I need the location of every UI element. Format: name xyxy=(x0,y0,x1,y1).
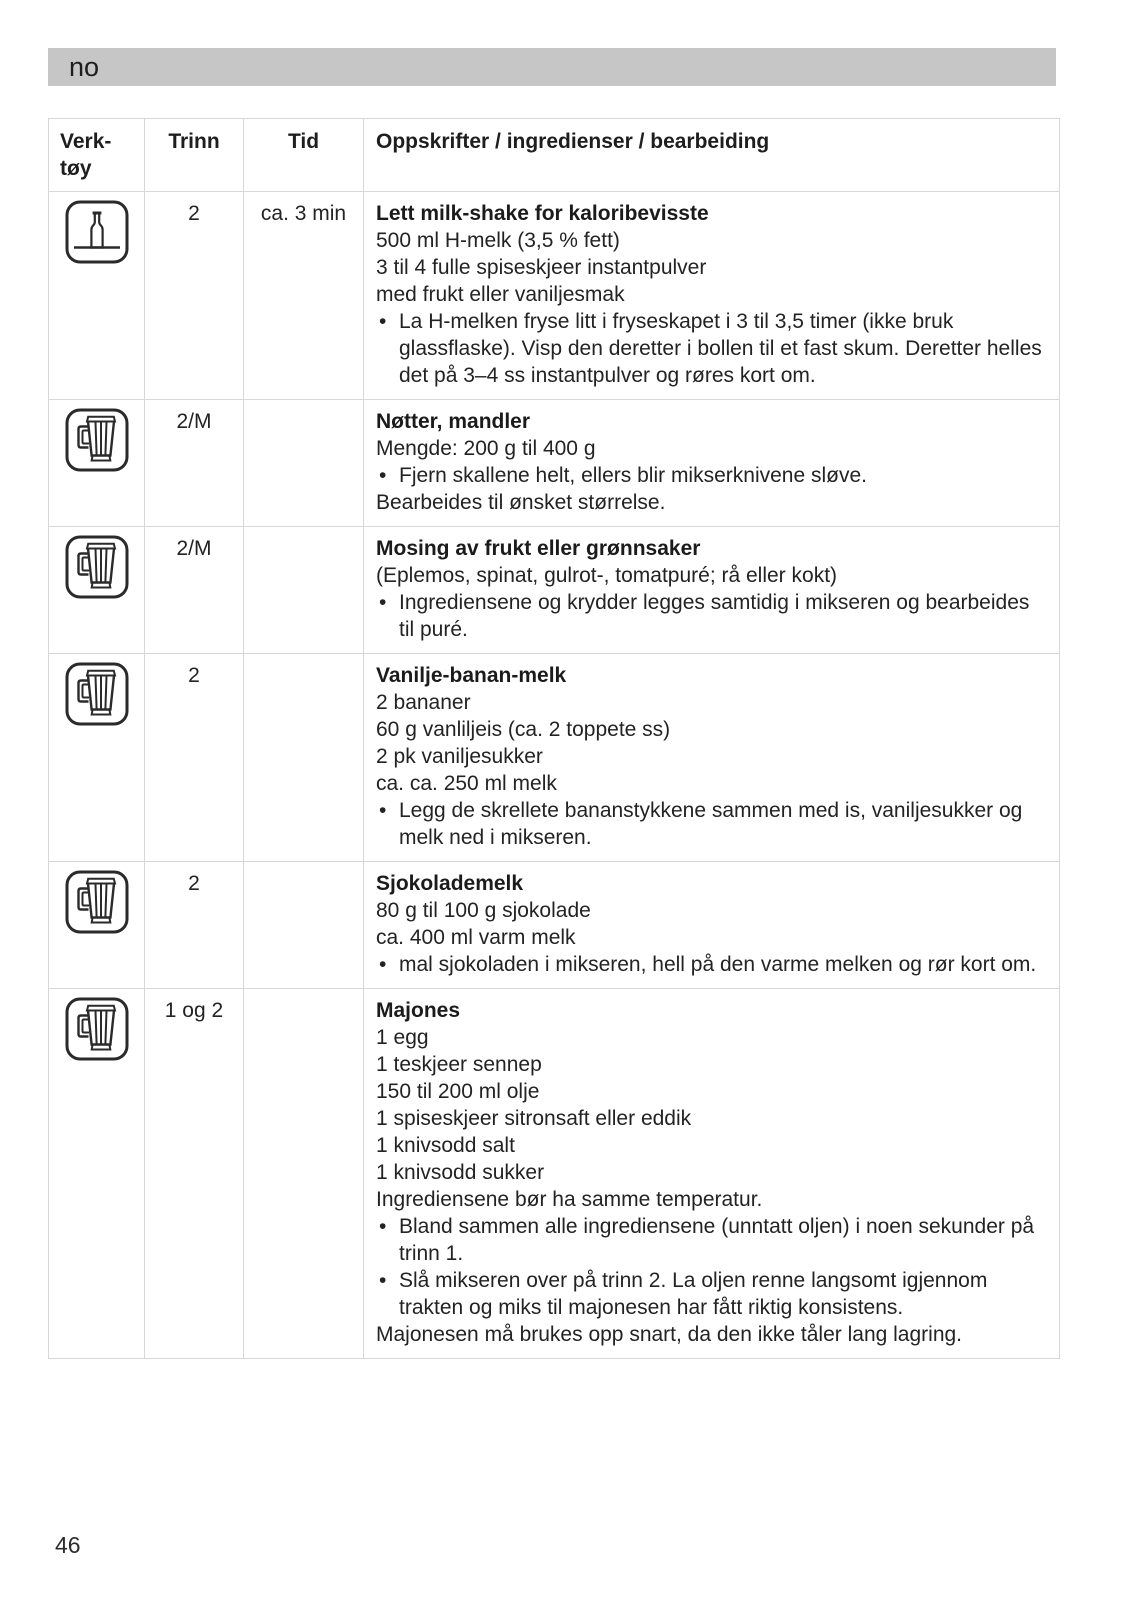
trinn-cell: 2 xyxy=(145,654,244,862)
recipe-line: 2 bananer xyxy=(376,691,471,714)
bullet-marker: • xyxy=(379,799,387,822)
recipe-title: Mosing av frukt eller grønnsaker xyxy=(376,537,701,560)
tid-cell xyxy=(244,989,364,1359)
recipe-line: 1 knivsodd salt xyxy=(376,1134,515,1157)
language-label: no xyxy=(69,51,100,82)
tool-cell xyxy=(49,862,145,989)
recipe-cell xyxy=(364,400,1060,527)
recipe-line: Mengde: 200 g til 400 g xyxy=(376,437,596,460)
trinn-cell: 2 xyxy=(145,192,244,400)
tool-cell xyxy=(49,400,145,527)
recipe-line: 150 til 200 ml olje xyxy=(376,1080,540,1103)
tool-cell xyxy=(49,654,145,862)
recipe-line: 1 teskjeer sennep xyxy=(376,1053,542,1076)
recipe-line: (Eplemos, spinat, gulrot-, tomatpuré; rå eller kokt) xyxy=(376,564,838,587)
bullet-item xyxy=(376,951,1047,978)
recipe-line: 3 til 4 fulle spiseskjeer instantpulver xyxy=(376,256,707,279)
blender-jar-icon xyxy=(65,535,129,599)
bullet-marker: • xyxy=(379,1269,387,1292)
col-header-trinn: Trinn xyxy=(145,119,244,192)
bullet-text: Bland sammen alle ingrediensene (unntatt oljen) i noen sekunder på trinn 1. xyxy=(399,1215,1035,1265)
recipe-cell xyxy=(364,862,1060,989)
table-row xyxy=(49,192,1060,400)
recipe-cell xyxy=(364,192,1060,400)
table-row xyxy=(49,989,1060,1359)
bullet-item xyxy=(376,797,1047,851)
table-header-row xyxy=(49,119,1060,192)
table-row xyxy=(49,400,1060,527)
recipe-line: 1 knivsodd sukker xyxy=(376,1161,545,1184)
recipe-title: Vanilje-banan-melk xyxy=(376,664,567,687)
tool-cell xyxy=(49,192,145,400)
bullet-marker: • xyxy=(379,591,387,614)
recipe-title: Nøtter, mandler xyxy=(376,410,531,433)
recipe-title: Majones xyxy=(376,999,461,1022)
blender-jar-icon xyxy=(65,662,129,726)
trinn-cell: 2/M xyxy=(145,527,244,654)
blender-jar-icon xyxy=(65,997,129,1061)
trinn-cell: 1 og 2 xyxy=(145,989,244,1359)
tid-cell xyxy=(244,400,364,527)
bullet-text: mal sjokoladen i mikseren, hell på den varme melken og rør kort om. xyxy=(399,953,1037,976)
recipe-line: Ingrediensene bør ha samme temperatur. xyxy=(376,1188,763,1211)
recipe-line: ca. 400 ml varm melk xyxy=(376,926,576,949)
blender-jar-icon xyxy=(65,408,129,472)
table-row xyxy=(49,654,1060,862)
bullet-text: Ingrediensene og krydder legges samtidig i mikseren og bearbeides til puré. xyxy=(399,591,1030,641)
recipe-cell xyxy=(364,654,1060,862)
col-header-tool: Verk-tøy xyxy=(49,119,145,192)
bullet-marker: • xyxy=(379,464,387,487)
tid-cell: ca. 3 min xyxy=(244,192,364,400)
tid-cell xyxy=(244,862,364,989)
recipe-line: 2 pk vaniljesukker xyxy=(376,745,543,768)
recipe-line: 80 g til 100 g sjokolade xyxy=(376,899,591,922)
recipe-line: ca. ca. 250 ml melk xyxy=(376,772,557,795)
recipe-cell xyxy=(364,527,1060,654)
bullet-text: Slå mikseren over på trinn 2. La oljen renne langsomt igjennom trakten og miks til majonesen har fått riktig konsistens. xyxy=(399,1269,988,1319)
page-number: 46 xyxy=(55,1532,81,1558)
recipe-line: Majonesen må brukes opp snart, da den ikke tåler lang lagring. xyxy=(376,1323,963,1346)
bullet-item xyxy=(376,1267,1047,1321)
tool-cell xyxy=(49,989,145,1359)
bullet-text: Legg de skrellete bananstykkene sammen med is, vaniljesukker og melk ned i mikseren. xyxy=(399,799,1023,849)
trinn-cell: 2 xyxy=(145,862,244,989)
col-header-recipe: Oppskrifter / ingredienser / bearbeiding xyxy=(364,119,1060,192)
tool-cell xyxy=(49,527,145,654)
recipe-title: Sjokolademelk xyxy=(376,872,524,895)
tid-cell xyxy=(244,654,364,862)
recipe-line: Bearbeides til ønsket størrelse. xyxy=(376,491,666,514)
recipes-table xyxy=(48,118,1060,1359)
bullet-item xyxy=(376,1213,1047,1267)
bullet-text: La H-melken fryse litt i fryseskapet i 3 til 3,5 timer (ikke bruk glassflaske). Visp den deretter i bollen til et fast skum. Deretter helles det på 3–4 ss instantpulver og røres kort om. xyxy=(399,310,1042,387)
recipe-line: 1 egg xyxy=(376,1026,429,1049)
bullet-text: Fjern skallene helt, ellers blir mikserknivene sløve. xyxy=(399,464,867,487)
bullet-marker: • xyxy=(379,953,387,976)
bottle-on-stand-icon xyxy=(65,200,129,264)
recipe-line: med frukt eller vaniljesmak xyxy=(376,283,625,306)
recipe-line: 500 ml H-melk (3,5 % fett) xyxy=(376,229,620,252)
blender-jar-icon xyxy=(65,870,129,934)
bullet-item xyxy=(376,308,1047,389)
bullet-item xyxy=(376,589,1047,643)
col-header-tid: Tid xyxy=(244,119,364,192)
bullet-item xyxy=(376,462,1047,489)
table-row xyxy=(49,527,1060,654)
tid-cell xyxy=(244,527,364,654)
table-row xyxy=(49,862,1060,989)
recipe-line: 1 spiseskjeer sitronsaft eller eddik xyxy=(376,1107,692,1130)
recipe-line: 60 g vanliljeis (ca. 2 toppete ss) xyxy=(376,718,671,741)
recipe-title: Lett milk-shake for kaloribevisste xyxy=(376,202,709,225)
language-bar xyxy=(48,48,1056,86)
bullet-marker: • xyxy=(379,310,387,333)
bullet-marker: • xyxy=(379,1215,387,1238)
recipe-cell xyxy=(364,989,1060,1359)
trinn-cell: 2/M xyxy=(145,400,244,527)
